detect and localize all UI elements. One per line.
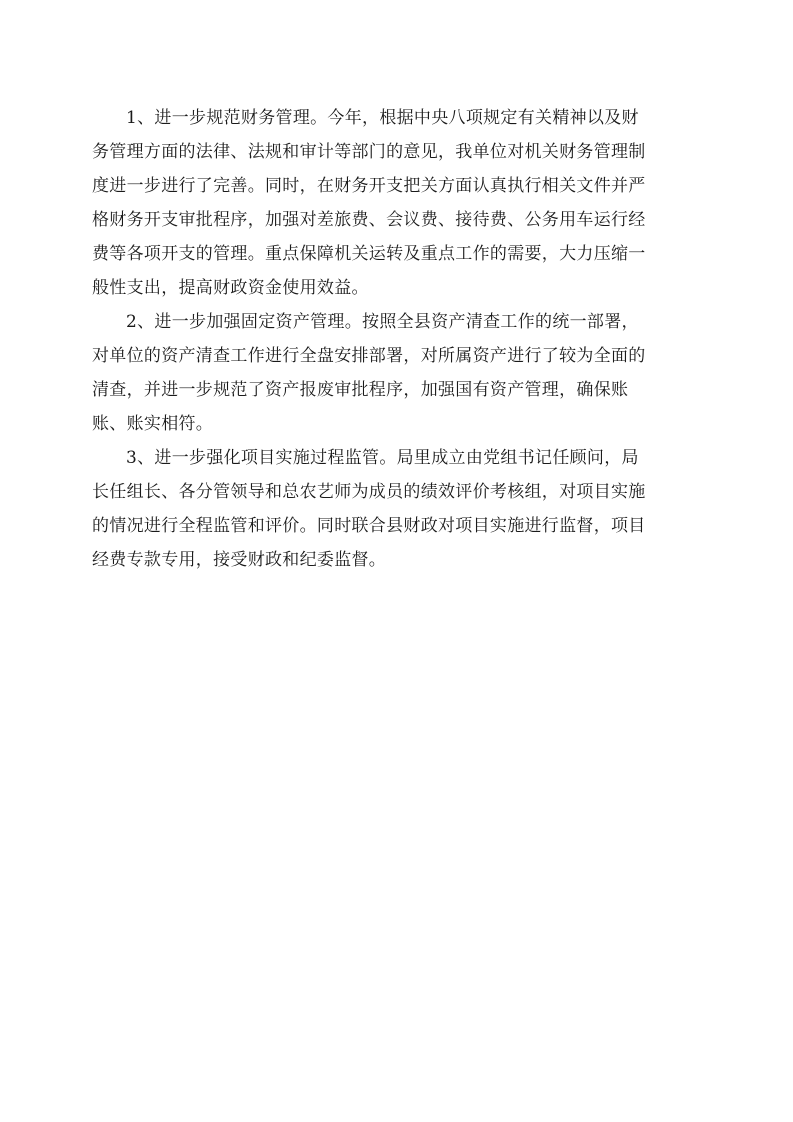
paragraph-line: 对单位的资产清查工作进行全盘安排部署，对所属资产进行了较为全面的	[92, 346, 646, 366]
paragraph-project-supervision	[92, 441, 704, 577]
paragraph-line: 账、账实相符。	[92, 414, 214, 434]
paragraph-line: 般性支出，提高财政资金使用效益。	[92, 278, 369, 298]
paragraph-line: 度进一步进行了完善。同时，在财务开支把关方面认真执行相关文件并严	[92, 176, 646, 196]
paragraph-line: 格财务开支审批程序，加强对差旅费、会议费、接待费、公务用车运行经	[92, 210, 646, 230]
paragraph-line: 的情况进行全程监管和评价。同时联合县财政对项目实施进行监督，项目	[92, 516, 646, 536]
paragraph-line: 务管理方面的法律、法规和审计等部门的意见，我单位对机关财务管理制	[92, 142, 646, 162]
paragraph-line: 长任组长、各分管领导和总农艺师为成员的绩效评价考核组，对项目实施	[92, 482, 646, 502]
paragraph-line: 1、进一步规范财务管理。今年，根据中央八项规定有关精神以及财	[126, 108, 639, 128]
document-body	[92, 101, 704, 577]
paragraph-line: 2、进一步加强固定资产管理。按照全县资产清查工作的统一部署，	[126, 312, 639, 332]
paragraph-line: 3、进一步强化项目实施过程监管。局里成立由党组书记任顾问，局	[126, 448, 639, 468]
paragraph-line: 清查，并进一步规范了资产报废审批程序，加强国有资产管理，确保账	[92, 380, 629, 400]
paragraph-financial-management	[92, 101, 704, 305]
paragraph-line: 费等各项开支的管理。重点保障机关运转及重点工作的需要，大力压缩一	[92, 244, 646, 264]
paragraph-fixed-assets	[92, 305, 704, 441]
paragraph-line: 经费专款专用，接受财政和纪委监督。	[92, 550, 387, 570]
